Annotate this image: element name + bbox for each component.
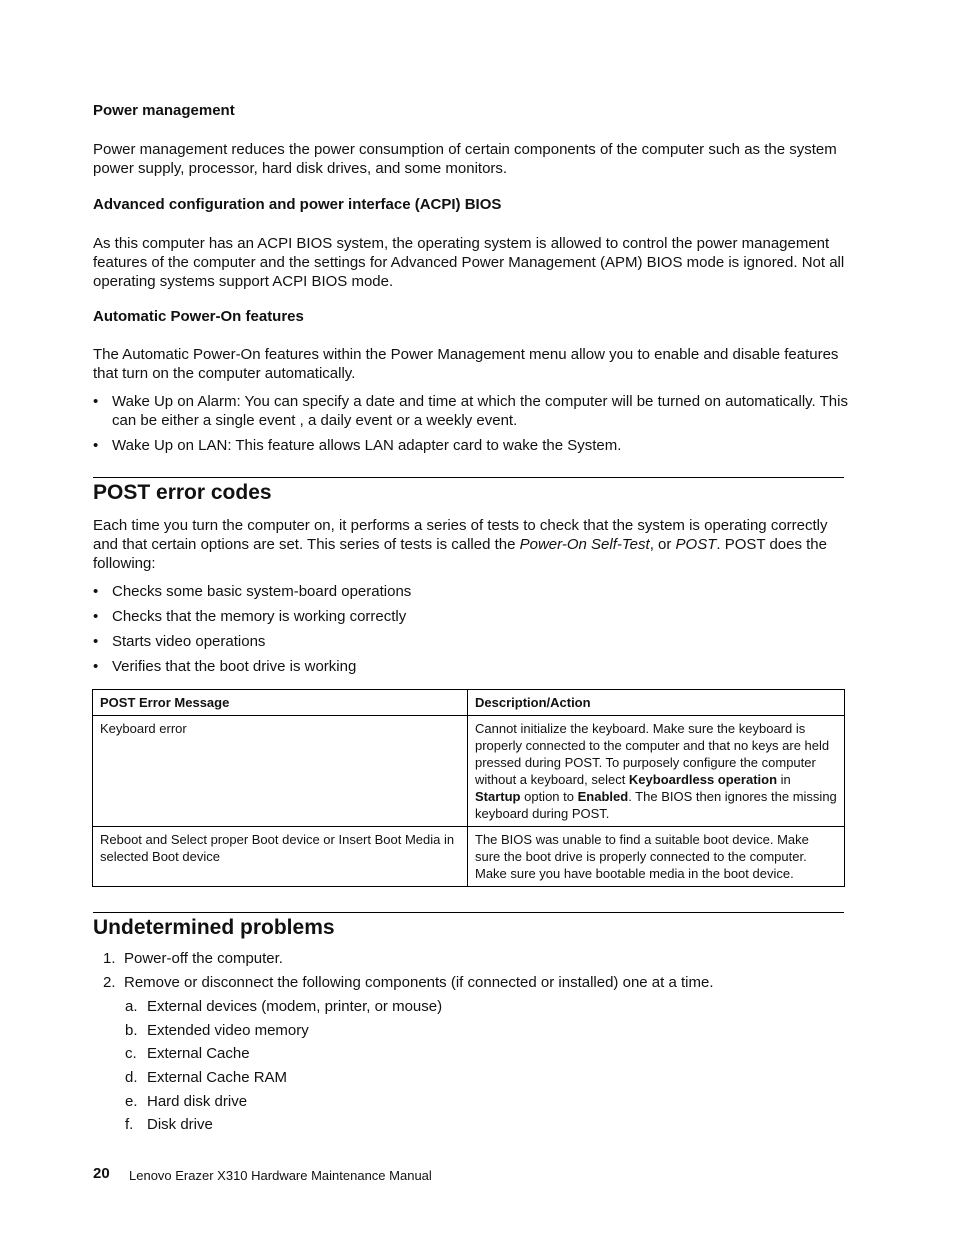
- bullet-icon: •: [93, 583, 99, 600]
- bullet-text: Starts video operations: [112, 633, 266, 650]
- post-abbrev: POST: [675, 536, 717, 553]
- bullet-text: Checks that the memory is working correctly: [112, 608, 407, 625]
- bullet-icon: •: [93, 393, 99, 410]
- substep-letter: d.: [125, 1069, 138, 1086]
- column-header: Description/Action: [468, 690, 845, 716]
- description-cell: Cannot initialize the keyboard. Make sure the keyboard is properly connected to the computer and that no keys are held pressed during POST. To purposely configure the computer without a keyboard, select Keyboardless operation in Startup option to Enabled. The BIOS then ignores the missing keyboard during POST.: [468, 716, 845, 827]
- bullet-item: [93, 632, 853, 651]
- substep-letter: c.: [125, 1045, 137, 1062]
- error-message-cell: Keyboard error: [93, 716, 468, 827]
- table-header-row: [93, 690, 845, 716]
- column-header: POST Error Message: [93, 690, 468, 716]
- bullet-text: Verifies that the boot drive is working: [112, 658, 357, 675]
- description-cell: The BIOS was unable to find a suitable boot device. Make sure the boot drive is properly connected to the computer. Make sure you have bootable media in the boot device.: [468, 827, 845, 887]
- substep-letter: b.: [125, 1022, 138, 1039]
- bullet-item: [93, 436, 853, 455]
- bullet-item: [93, 392, 853, 430]
- table-row: [93, 716, 845, 827]
- bullet-icon: •: [93, 633, 99, 650]
- post-term: Power-On Self-Test: [519, 536, 650, 553]
- step-number: 2.: [103, 974, 116, 991]
- step-text: Remove or disconnect the following components (if connected or installed) one at a time.: [124, 974, 714, 991]
- bullet-icon: •: [93, 437, 99, 454]
- substep-text: External devices (modem, printer, or mouse): [147, 998, 443, 1015]
- acpi-heading: Advanced configuration and power interface (ACPI) BIOS: [93, 196, 502, 213]
- bullet-text: Wake Up on Alarm: You can specify a date and time at which the computer will be turned on automatically. This can be either a single event , a daily event or a weekly event.: [112, 393, 848, 429]
- section-divider: [93, 477, 844, 478]
- step-number: 1.: [103, 950, 116, 967]
- bullet-icon: •: [93, 658, 99, 675]
- acpi-body: As this computer has an ACPI BIOS system, the operating system is allowed to control the power management features of the computer and the settings for Advanced Power Management (APM) BIOS mode is ignored. Not all operating systems support ACPI BIOS mode.: [93, 235, 845, 290]
- substep-text: External Cache RAM: [147, 1069, 288, 1086]
- bullet-item: [93, 657, 853, 676]
- power-management-body: Power management reduces the power consumption of certain components of the computer such as the system power supply, processor, hard disk drives, and some monitors.: [93, 141, 837, 177]
- substep-text: Disk drive: [147, 1116, 213, 1133]
- substep-text: Extended video memory: [147, 1022, 309, 1039]
- bullet-text: Checks some basic system-board operations: [112, 583, 412, 600]
- substep-letter: a.: [125, 998, 138, 1015]
- auto-power-on-heading: Automatic Power-On features: [93, 308, 304, 325]
- page-number: 20: [93, 1165, 110, 1182]
- undetermined-title: Undetermined problems: [93, 916, 335, 939]
- substep-text: Hard disk drive: [147, 1093, 248, 1110]
- bullet-item: [93, 582, 853, 601]
- post-title: POST error codes: [93, 481, 272, 504]
- substep-text: External Cache: [147, 1045, 250, 1062]
- bullet-icon: •: [93, 608, 99, 625]
- auto-power-on-body: The Automatic Power-On features within the Power Management menu allow you to enable and disable features that turn on the computer automatically.: [93, 346, 839, 382]
- post-error-table: [92, 689, 845, 887]
- substep-letter: f.: [125, 1116, 134, 1133]
- bullet-item: [93, 607, 853, 626]
- substep-letter: e.: [125, 1093, 138, 1110]
- section-divider: [93, 912, 844, 913]
- step-text: Power-off the computer.: [124, 950, 283, 967]
- post-intro: Each time you turn the computer on, it performs a series of tests to check that the system is operating correctly and that certain options are set. This series of tests is called the Power-On Self-Test, or POST. POST does the following:: [93, 517, 828, 572]
- power-management-heading: Power management: [93, 102, 235, 119]
- bullet-text: Wake Up on LAN: This feature allows LAN adapter card to wake the System.: [112, 437, 622, 454]
- manual-title: Lenovo Erazer X310 Hardware Maintenance Manual: [129, 1168, 432, 1183]
- error-message-cell: Reboot and Select proper Boot device or Insert Boot Media in selected Boot device: [93, 827, 468, 887]
- table-row: [93, 827, 845, 887]
